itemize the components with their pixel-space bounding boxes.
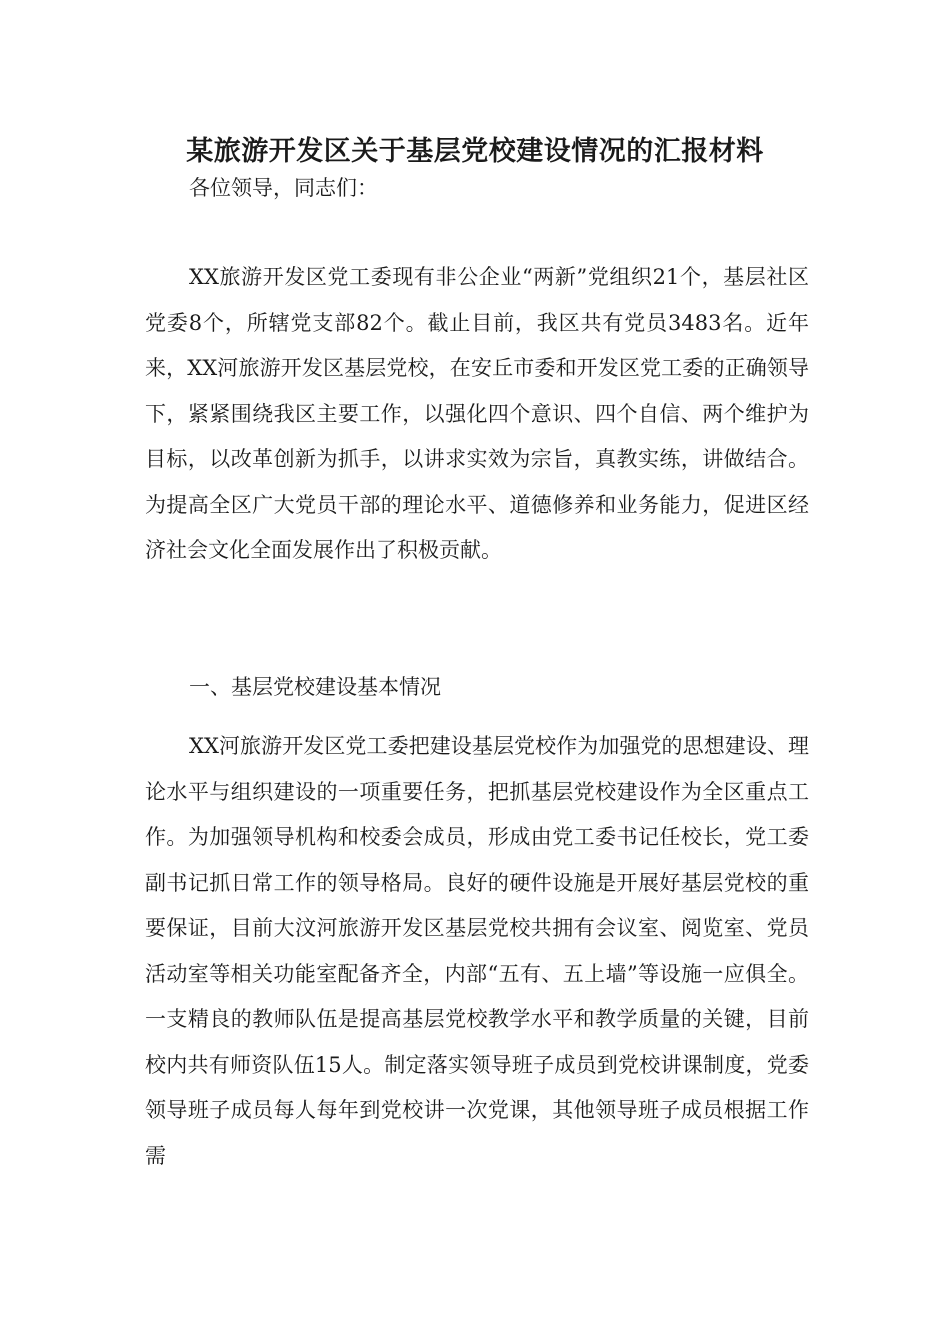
greeting: 各位领导，同志们： bbox=[189, 176, 378, 200]
paragraph-intro: XX旅游开发区党工委现有非公企业“两新”党组织21个，基层社区党委8个，所辖党支部82个。截止目前，我区共有党员3483名。近年来，XX河旅游开发区基层党校，在安丘市委和开发区党工委的正确领导下，紧紧围绕我区主要工作，以强化四个意识、四个自信、两个维护为目标，以改革创新为抓手，以讲求实效为宗旨，真教实练，讲做结合。为提高全区广大党员干部的理论水平、道德修养和业务能力，促进区经济社会文化全面发展作出了积极贡献。 bbox=[145, 265, 809, 562]
section-heading: 一、基层党校建设基本情况 bbox=[189, 675, 441, 699]
paragraph-section-1: XX河旅游开发区党工委把建设基层党校作为加强党的思想建设、理论水平与组织建设的一项重要任务，把抓基层党校建设作为全区重点工作。为加强领导机构和校委会成员，形成由党工委书记任校长，党工委副书记抓日常工作的领导格局。良好的硬件设施是开展好基层党校的重要保证，目前大汶河旅游开发区基层党校共拥有会议室、阅览室、党员活动室等相关功能室配备齐全，内部“五有、五上墙”等设施一应俱全。一支精良的教师队伍是提高基层党校教学水平和教学质量的关键，目前校内共有师资队伍15人。制定落实领导班子成员到党校讲课制度，党委领导班子成员每人每年到党校讲一次党课，其他领导班子成员根据工作需 bbox=[145, 734, 809, 1168]
document-title: 某旅游开发区关于基层党校建设情况的汇报材料 bbox=[186, 136, 764, 167]
